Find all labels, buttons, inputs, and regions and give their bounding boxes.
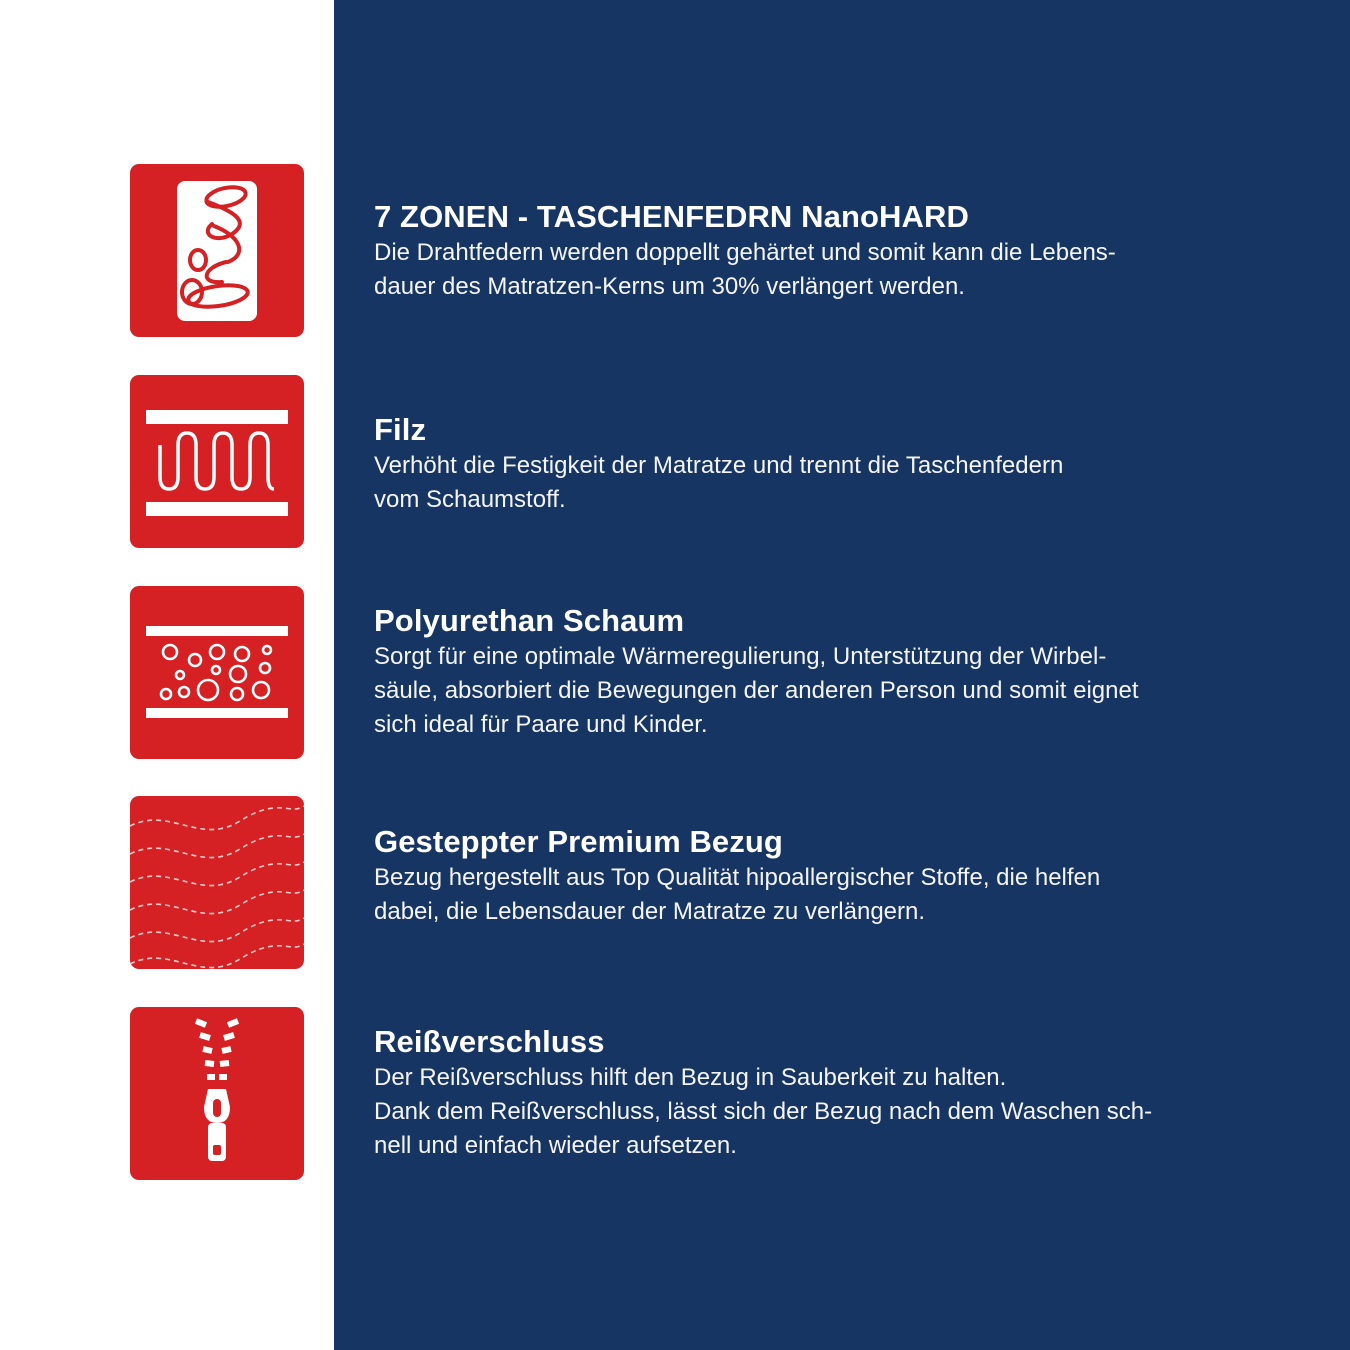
description-line: vom Schaumstoff. <box>374 486 566 513</box>
feature-title: Filz <box>374 412 427 447</box>
feature-zipper <box>374 1023 1244 1163</box>
pocket-spring-icon <box>130 164 304 337</box>
feature-description <box>374 1061 1244 1163</box>
description-line: dauer des Matratzen-Kerns um 30% verlängert werden. <box>374 273 965 300</box>
feature-title: Polyurethan Schaum <box>374 603 685 638</box>
feature-pocket-springs <box>374 198 1244 304</box>
description-line: sich ideal für Paare und Kinder. <box>374 711 708 738</box>
feature-title: Gesteppter Premium Bezug <box>374 824 783 859</box>
description-line: Der Reißverschluss hilft den Bezug in Sauberkeit zu halten. <box>374 1064 1007 1091</box>
description-line: dabei, die Lebensdauer der Matratze zu verlängern. <box>374 898 926 925</box>
description-line: säule, absorbiert die Bewegungen der anderen Person und somit eignet <box>374 677 1139 704</box>
quilted-cover-icon <box>130 796 304 969</box>
felt-layer-icon <box>130 375 304 548</box>
feature-foam <box>374 602 1244 742</box>
feature-quilted-cover <box>374 823 1244 929</box>
description-line: Verhöht die Festigkeit der Matratze und trennt die Taschenfedern <box>374 452 1064 479</box>
feature-title: 7 ZONEN - TASCHENFEDRN NanoHARD <box>374 199 969 234</box>
feature-description <box>374 861 1244 929</box>
feature-description <box>374 449 1244 517</box>
feature-description <box>374 640 1244 742</box>
feature-description <box>374 236 1244 304</box>
description-line: Dank dem Reißverschluss, lässt sich der Bezug nach dem Waschen sch- <box>374 1098 1153 1125</box>
description-line: Die Drahtfedern werden doppellt gehärtet und somit kann die Lebens- <box>374 239 1116 266</box>
description-line: Bezug hergestellt aus Top Qualität hipoallergischer Stoffe, die helfen <box>374 864 1101 891</box>
description-line: nell und einfach wieder aufsetzen. <box>374 1132 737 1159</box>
zipper-icon <box>130 1007 304 1180</box>
feature-title: Reißverschluss <box>374 1024 605 1059</box>
foam-bubbles-icon <box>130 586 304 759</box>
feature-felt <box>374 411 1244 517</box>
description-line: Sorgt für eine optimale Wärmeregulierung, Unterstützung der Wirbel- <box>374 643 1107 670</box>
